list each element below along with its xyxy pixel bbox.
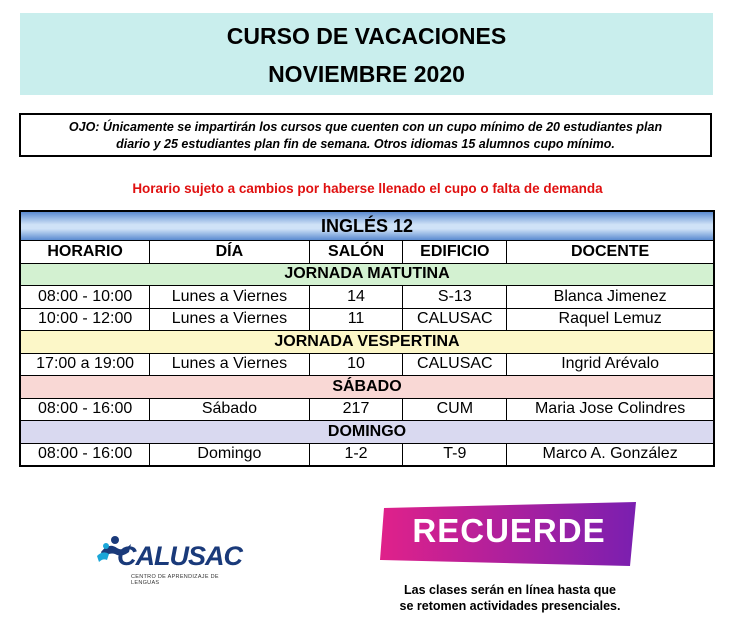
column-header-horario: HORARIO	[20, 241, 150, 264]
column-header-dia: DÍA	[150, 241, 309, 264]
table-row	[20, 398, 714, 421]
cell-dia: Domingo	[150, 443, 309, 466]
cell-edificio: CALUSAC	[403, 353, 507, 376]
title-banner	[20, 13, 713, 95]
notice-box	[19, 113, 712, 157]
note-line-2: se retomen actividades presenciales.	[399, 599, 621, 613]
section-row-vespertina	[20, 331, 714, 354]
cell-horario: 08:00 - 10:00	[20, 286, 150, 309]
cell-salon: 1-2	[309, 443, 403, 466]
cell-dia: Sábado	[150, 398, 309, 421]
column-header-docente: DOCENTE	[507, 241, 714, 264]
recuerde-banner	[380, 500, 638, 568]
cell-dia: Lunes a Viernes	[150, 353, 309, 376]
course-title: INGLÉS 12	[20, 211, 714, 241]
cell-docente: Raquel Lemuz	[507, 308, 714, 331]
section-title: SÁBADO	[20, 376, 714, 399]
cell-horario: 17:00 a 19:00	[20, 353, 150, 376]
section-row-matutina	[20, 263, 714, 286]
section-row-sabado	[20, 376, 714, 399]
cell-dia: Lunes a Viernes	[150, 286, 309, 309]
notice-line-1: OJO: Únicamente se impartirán los cursos que cuenten con un cupo mínimo de 20 estudiantes plan	[68, 120, 663, 134]
cell-salon: 11	[309, 308, 403, 331]
table-row	[20, 286, 714, 309]
cell-docente: Ingrid Arévalo	[507, 353, 714, 376]
logo-subtitle: CENTRO DE APRENDIZAJE DE LENGUAS	[131, 574, 219, 586]
cell-horario: 08:00 - 16:00	[20, 443, 150, 466]
table-row	[20, 308, 714, 331]
cell-docente: Marco A. González	[507, 443, 714, 466]
note-line-1: Las clases serán en línea hasta que	[404, 583, 616, 597]
schedule-warning: Horario sujeto a cambios por haberse llenado el cupo o falta de demanda	[132, 181, 603, 196]
cell-docente: Blanca Jimenez	[507, 286, 714, 309]
banner-label: RECUERDE	[412, 512, 606, 549]
course-title-row	[20, 211, 714, 241]
logo-wordmark: CALUSAC	[117, 541, 242, 571]
schedule-table	[19, 210, 715, 467]
cell-docente: Maria Jose Colindres	[507, 398, 714, 421]
cell-edificio: T-9	[403, 443, 507, 466]
cell-horario: 10:00 - 12:00	[20, 308, 150, 331]
column-header-salon: SALÓN	[309, 241, 403, 264]
table-row	[20, 353, 714, 376]
calusac-logo	[95, 532, 245, 590]
section-title: JORNADA MATUTINA	[20, 263, 714, 286]
header-row	[20, 241, 714, 264]
section-title: JORNADA VESPERTINA	[20, 331, 714, 354]
cell-dia: Lunes a Viernes	[150, 308, 309, 331]
page-subtitle: NOVIEMBRE 2020	[268, 61, 465, 87]
cell-edificio: CUM	[403, 398, 507, 421]
section-title: DOMINGO	[20, 421, 714, 444]
cell-edificio: CALUSAC	[403, 308, 507, 331]
cell-horario: 08:00 - 16:00	[20, 398, 150, 421]
column-header-edificio: EDIFICIO	[403, 241, 507, 264]
cell-salon: 10	[309, 353, 403, 376]
section-row-domingo	[20, 421, 714, 444]
cell-edificio: S-13	[403, 286, 507, 309]
cell-salon: 217	[309, 398, 403, 421]
cell-salon: 14	[309, 286, 403, 309]
page-title: CURSO DE VACACIONES	[226, 23, 507, 49]
notice-line-2: diario y 25 estudiantes plan fin de semana. Otros idiomas 15 alumnos cupo mínimo.	[116, 137, 615, 151]
recuerde-note	[360, 582, 660, 614]
table-row	[20, 443, 714, 466]
